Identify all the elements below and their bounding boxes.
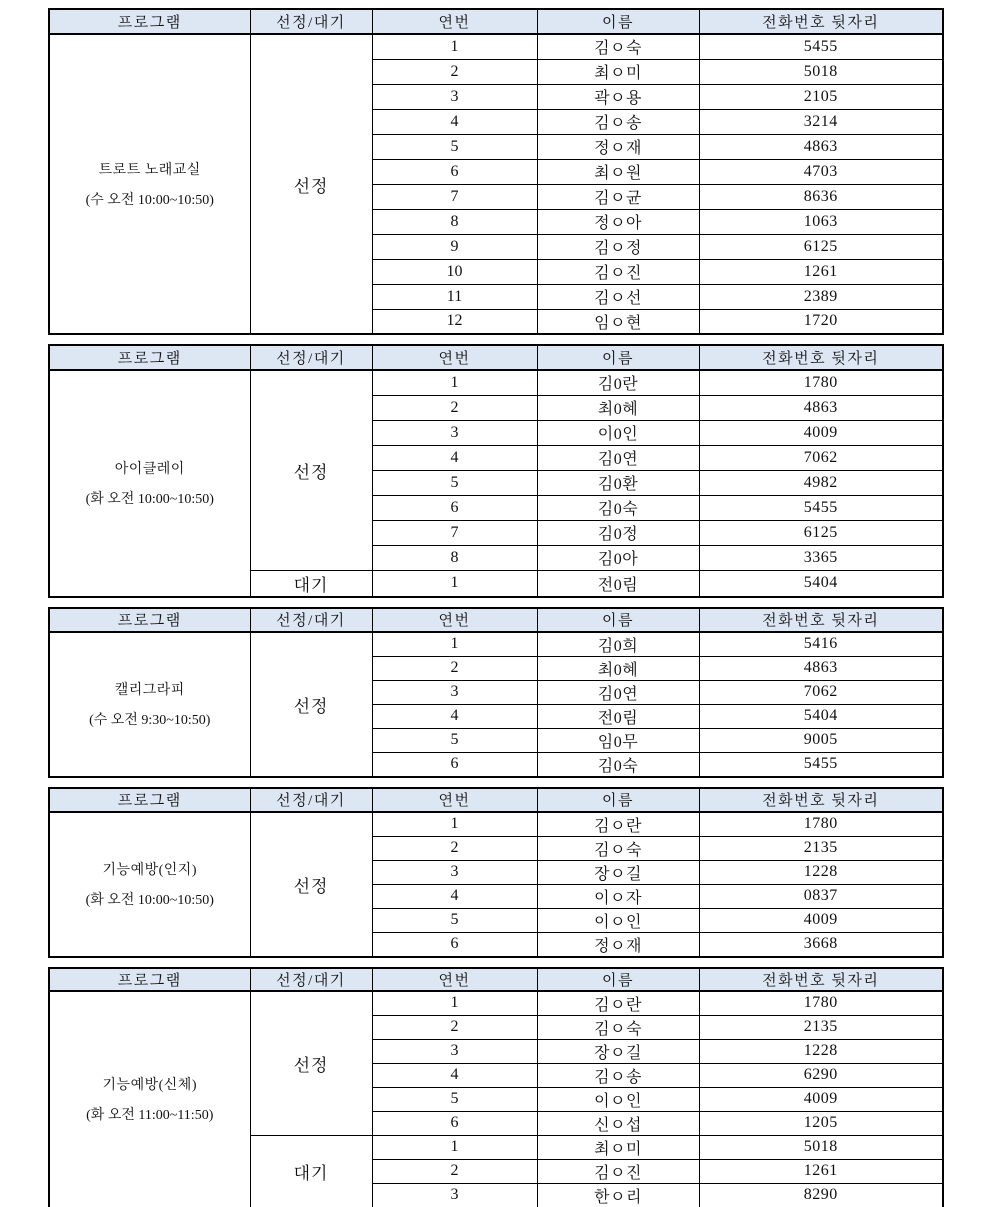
status-cell: 선정 <box>250 34 372 334</box>
column-header: 프로그램 <box>49 788 250 812</box>
phone-cell: 4863 <box>699 656 943 680</box>
serial-cell: 7 <box>372 520 537 545</box>
column-header: 프로그램 <box>49 345 250 370</box>
phone-cell: 6290 <box>699 1063 943 1087</box>
phone-cell: 5018 <box>699 59 943 84</box>
name-cell: 이ㅇ자 <box>537 884 699 908</box>
status-cell: 대기 <box>250 570 372 597</box>
serial-cell: 5 <box>372 134 537 159</box>
program-name: 캘리그라피 <box>114 683 185 698</box>
phone-cell: 1228 <box>699 860 943 884</box>
program-name: 기능예방(인지) <box>102 863 197 878</box>
name-cell: 김ㅇ송 <box>537 109 699 134</box>
phone-cell: 5018 <box>699 1135 943 1159</box>
serial-cell: 6 <box>372 752 537 777</box>
phone-cell: 6125 <box>699 520 943 545</box>
name-cell: 최ㅇ미 <box>537 59 699 84</box>
phone-cell: 7062 <box>699 680 943 704</box>
column-header: 이름 <box>537 608 699 632</box>
status-cell: 선정 <box>250 812 372 957</box>
serial-cell: 6 <box>372 159 537 184</box>
program-cell <box>49 812 250 957</box>
phone-cell: 1205 <box>699 1111 943 1135</box>
serial-cell: 11 <box>372 284 537 309</box>
header-row <box>49 968 943 991</box>
name-cell: 김ㅇ진 <box>537 1159 699 1183</box>
name-cell: 김ㅇ진 <box>537 259 699 284</box>
status-cell: 선정 <box>250 370 372 570</box>
phone-cell: 9005 <box>699 728 943 752</box>
phone-cell: 2389 <box>699 284 943 309</box>
column-header: 전화번호 뒷자리 <box>699 608 943 632</box>
serial-cell: 3 <box>372 84 537 109</box>
phone-cell: 1261 <box>699 1159 943 1183</box>
name-cell: 김ㅇ균 <box>537 184 699 209</box>
program-table <box>48 607 944 778</box>
serial-cell: 2 <box>372 656 537 680</box>
name-cell: 김0숙 <box>537 495 699 520</box>
name-cell: 김ㅇ정 <box>537 234 699 259</box>
column-header: 연번 <box>372 968 537 991</box>
serial-cell: 6 <box>372 932 537 957</box>
column-header: 전화번호 뒷자리 <box>699 345 943 370</box>
name-cell: 최0혜 <box>537 656 699 680</box>
table-row <box>49 34 943 59</box>
column-header: 전화번호 뒷자리 <box>699 968 943 991</box>
name-cell: 이0인 <box>537 420 699 445</box>
name-cell: 정ㅇ아 <box>537 209 699 234</box>
table-row <box>49 991 943 1016</box>
phone-cell: 5455 <box>699 34 943 59</box>
serial-cell: 1 <box>372 812 537 837</box>
program-time: (수 오전 9:30~10:50) <box>89 713 211 728</box>
name-cell: 임ㅇ현 <box>537 309 699 334</box>
phone-cell: 6125 <box>699 234 943 259</box>
name-cell: 임0무 <box>537 728 699 752</box>
phone-cell: 5416 <box>699 632 943 657</box>
name-cell: 최ㅇ원 <box>537 159 699 184</box>
status-cell: 선정 <box>250 632 372 777</box>
name-cell: 김ㅇ숙 <box>537 34 699 59</box>
phone-cell: 5455 <box>699 752 943 777</box>
name-cell: 김ㅇ숙 <box>537 836 699 860</box>
serial-cell: 1 <box>372 991 537 1016</box>
serial-cell: 2 <box>372 1015 537 1039</box>
header-row <box>49 345 943 370</box>
name-cell: 장ㅇ길 <box>537 1039 699 1063</box>
serial-cell: 4 <box>372 704 537 728</box>
name-cell: 정ㅇ재 <box>537 932 699 957</box>
table-row <box>49 632 943 657</box>
name-cell: 김ㅇ숙 <box>537 1015 699 1039</box>
program-cell <box>49 370 250 597</box>
name-cell: 이ㅇ인 <box>537 1087 699 1111</box>
phone-cell: 8636 <box>699 184 943 209</box>
column-header: 전화번호 뒷자리 <box>699 9 943 34</box>
phone-cell: 8290 <box>699 1183 943 1207</box>
phone-cell: 1780 <box>699 370 943 395</box>
serial-cell: 4 <box>372 884 537 908</box>
column-header: 이름 <box>537 968 699 991</box>
name-cell: 김0연 <box>537 445 699 470</box>
phone-cell: 5404 <box>699 570 943 597</box>
name-cell: 전0림 <box>537 704 699 728</box>
column-header: 선정/대기 <box>250 968 372 991</box>
name-cell: 곽ㅇ용 <box>537 84 699 109</box>
header-row <box>49 608 943 632</box>
name-cell: 김0란 <box>537 370 699 395</box>
serial-cell: 4 <box>372 1063 537 1087</box>
serial-cell: 9 <box>372 234 537 259</box>
program-cell <box>49 34 250 334</box>
serial-cell: 3 <box>372 1183 537 1207</box>
program-table <box>48 344 944 598</box>
table-row <box>49 370 943 395</box>
name-cell: 김ㅇ송 <box>537 1063 699 1087</box>
program-name: 트로트 노래교실 <box>98 163 201 178</box>
phone-cell: 5404 <box>699 704 943 728</box>
header-row <box>49 9 943 34</box>
status-cell: 대기 <box>250 1135 372 1207</box>
phone-cell: 2135 <box>699 836 943 860</box>
column-header: 이름 <box>537 9 699 34</box>
serial-cell: 1 <box>372 370 537 395</box>
serial-cell: 3 <box>372 1039 537 1063</box>
phone-cell: 1780 <box>699 812 943 837</box>
column-header: 연번 <box>372 608 537 632</box>
name-cell: 김0희 <box>537 632 699 657</box>
column-header: 전화번호 뒷자리 <box>699 788 943 812</box>
phone-cell: 4863 <box>699 134 943 159</box>
phone-cell: 2105 <box>699 84 943 109</box>
phone-cell: 4009 <box>699 908 943 932</box>
phone-cell: 1780 <box>699 991 943 1016</box>
serial-cell: 2 <box>372 1159 537 1183</box>
serial-cell: 8 <box>372 209 537 234</box>
program-name: 아이클레이 <box>114 462 185 478</box>
serial-cell: 4 <box>372 109 537 134</box>
phone-cell: 1228 <box>699 1039 943 1063</box>
column-header: 선정/대기 <box>250 345 372 370</box>
header-row <box>49 788 943 812</box>
name-cell: 김0숙 <box>537 752 699 777</box>
serial-cell: 1 <box>372 632 537 657</box>
name-cell: 전0림 <box>537 570 699 597</box>
column-header: 선정/대기 <box>250 9 372 34</box>
serial-cell: 3 <box>372 680 537 704</box>
phone-cell: 5455 <box>699 495 943 520</box>
program-table <box>48 967 944 1207</box>
phone-cell: 3214 <box>699 109 943 134</box>
serial-cell: 1 <box>372 34 537 59</box>
phone-cell: 3365 <box>699 545 943 570</box>
program-time: (화 오전 11:00~11:50) <box>86 1108 214 1123</box>
serial-cell: 2 <box>372 395 537 420</box>
program-table <box>48 8 944 335</box>
serial-cell: 6 <box>372 495 537 520</box>
serial-cell: 5 <box>372 470 537 495</box>
phone-cell: 3668 <box>699 932 943 957</box>
phone-cell: 1720 <box>699 309 943 334</box>
name-cell: 김ㅇ선 <box>537 284 699 309</box>
name-cell: 이ㅇ인 <box>537 908 699 932</box>
serial-cell: 7 <box>372 184 537 209</box>
phone-cell: 4982 <box>699 470 943 495</box>
program-tables-container <box>48 8 942 1207</box>
column-header: 프로그램 <box>49 9 250 34</box>
column-header: 프로그램 <box>49 608 250 632</box>
column-header: 선정/대기 <box>250 608 372 632</box>
serial-cell: 8 <box>372 545 537 570</box>
name-cell: 김0환 <box>537 470 699 495</box>
program-cell <box>49 632 250 777</box>
name-cell: 김ㅇ란 <box>537 991 699 1016</box>
phone-cell: 0837 <box>699 884 943 908</box>
serial-cell: 12 <box>372 309 537 334</box>
name-cell: 장ㅇ길 <box>537 860 699 884</box>
table-row <box>49 812 943 837</box>
serial-cell: 3 <box>372 420 537 445</box>
program-cell <box>49 991 250 1207</box>
serial-cell: 1 <box>372 570 537 597</box>
serial-cell: 5 <box>372 728 537 752</box>
phone-cell: 4703 <box>699 159 943 184</box>
name-cell: 최ㅇ미 <box>537 1135 699 1159</box>
phone-cell: 4009 <box>699 420 943 445</box>
name-cell: 김0연 <box>537 680 699 704</box>
program-name: 기능예방(신체) <box>102 1078 197 1093</box>
column-header: 선정/대기 <box>250 788 372 812</box>
serial-cell: 6 <box>372 1111 537 1135</box>
phone-cell: 7062 <box>699 445 943 470</box>
serial-cell: 5 <box>372 908 537 932</box>
name-cell: 한ㅇ리 <box>537 1183 699 1207</box>
program-table <box>48 787 944 958</box>
program-time: (화 오전 10:00~10:50) <box>85 492 214 508</box>
name-cell: 김0정 <box>537 520 699 545</box>
name-cell: 김0아 <box>537 545 699 570</box>
status-cell: 선정 <box>250 991 372 1136</box>
column-header: 연번 <box>372 9 537 34</box>
name-cell: 신ㅇ섭 <box>537 1111 699 1135</box>
serial-cell: 2 <box>372 836 537 860</box>
phone-cell: 4009 <box>699 1087 943 1111</box>
program-time: (수 오전 10:00~10:50) <box>85 193 214 208</box>
column-header: 이름 <box>537 788 699 812</box>
name-cell: 김ㅇ란 <box>537 812 699 837</box>
phone-cell: 2135 <box>699 1015 943 1039</box>
phone-cell: 1261 <box>699 259 943 284</box>
column-header: 연번 <box>372 345 537 370</box>
serial-cell: 3 <box>372 860 537 884</box>
column-header: 이름 <box>537 345 699 370</box>
column-header: 연번 <box>372 788 537 812</box>
phone-cell: 1063 <box>699 209 943 234</box>
serial-cell: 5 <box>372 1087 537 1111</box>
name-cell: 최0혜 <box>537 395 699 420</box>
serial-cell: 4 <box>372 445 537 470</box>
serial-cell: 1 <box>372 1135 537 1159</box>
name-cell: 정ㅇ재 <box>537 134 699 159</box>
phone-cell: 4863 <box>699 395 943 420</box>
serial-cell: 10 <box>372 259 537 284</box>
program-time: (화 오전 10:00~10:50) <box>85 893 214 908</box>
serial-cell: 2 <box>372 59 537 84</box>
column-header: 프로그램 <box>49 968 250 991</box>
